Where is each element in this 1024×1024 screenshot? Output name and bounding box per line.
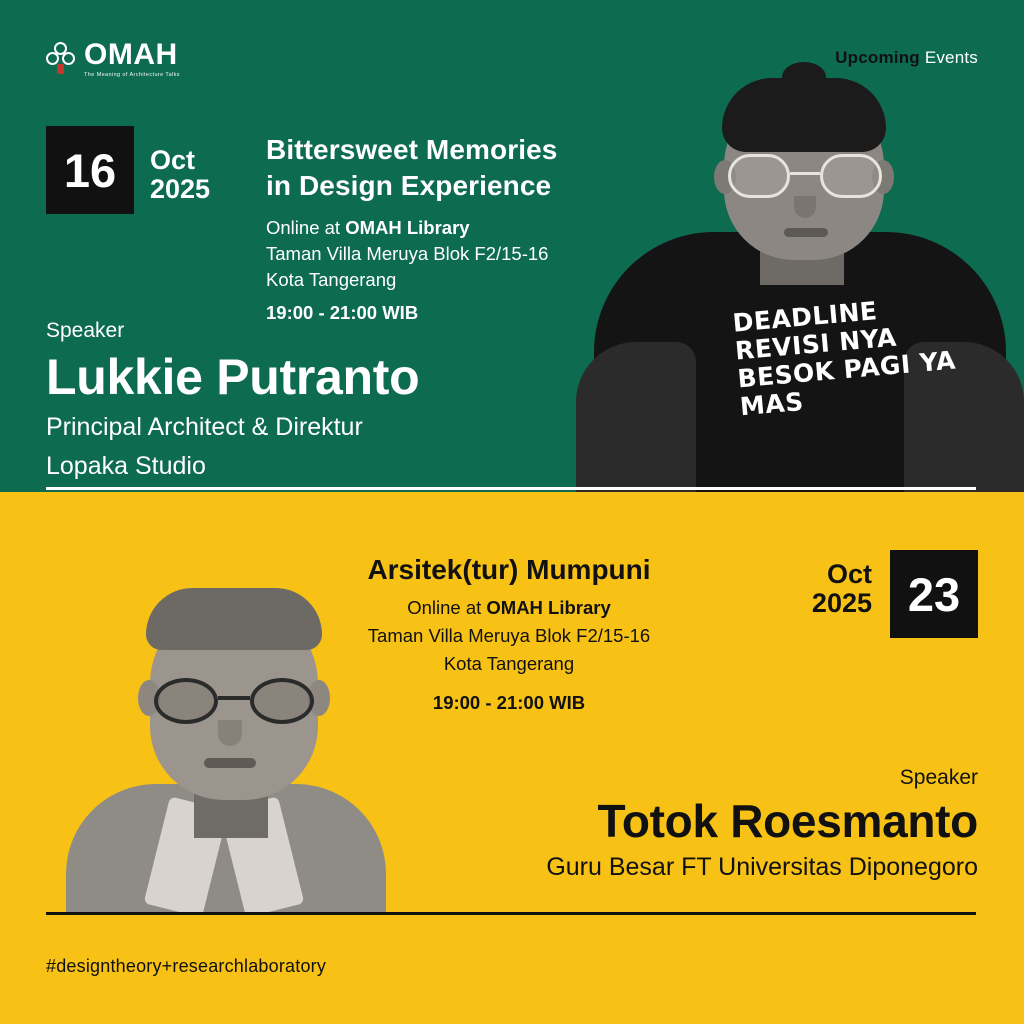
venue-prefix: Online at <box>407 597 487 618</box>
upcoming-word: Upcoming <box>835 48 920 67</box>
event-venue <box>274 596 744 621</box>
date-year: 2025 <box>150 174 211 205</box>
speaker-block-bottom <box>546 765 978 883</box>
three-circles-logo-icon <box>46 42 76 76</box>
date-month-year-top <box>150 146 210 204</box>
venue-name: OMAH Library <box>486 597 611 618</box>
date-month: Oct <box>150 145 196 175</box>
speaker-role-line2: Lopaka Studio <box>46 451 206 480</box>
tshirt-text: DEADLINE REVISI NYA BESOK PAGI YA MAS <box>731 296 957 422</box>
divider-top <box>46 487 976 490</box>
footer-hashtag: #designtheory+researchlaboratory <box>46 956 327 976</box>
event-details-top <box>266 132 666 324</box>
speaker-block-top <box>46 318 419 482</box>
event-title-line1: Bittersweet Memories <box>266 134 558 165</box>
event-time: 19:00 - 21:00 WIB <box>266 302 419 324</box>
event-details-bottom <box>274 552 744 714</box>
upcoming-events-label <box>835 48 978 68</box>
logo-tagline: The Meaning of Architecture Talks <box>84 72 180 78</box>
date-badge-23 <box>890 550 978 638</box>
speaker-role-line1: Principal Architect & Direktur <box>46 413 363 442</box>
speaker-role-line1: Guru Besar FT Universitas Diponegoro <box>546 852 978 881</box>
speaker-name: Lukkie Putranto <box>46 349 420 406</box>
speaker-label: Speaker <box>899 766 978 789</box>
venue-prefix: Online at <box>266 216 346 238</box>
event-address-line1: Taman Villa Meruya Blok F2/15-16 <box>266 242 549 264</box>
event-address-line1: Taman Villa Meruya Blok F2/15-16 <box>367 624 651 646</box>
event-address-line2: Kota Tangerang <box>266 269 397 291</box>
top-event-panel <box>0 0 1024 492</box>
divider-bottom <box>46 912 976 915</box>
event-time: 19:00 - 21:00 WIB <box>432 692 586 714</box>
speaker-label: Speaker <box>46 319 125 342</box>
event-venue <box>266 216 666 240</box>
speaker-name: Totok Roesmanto <box>597 795 978 848</box>
event-title-line2: in Design Experience <box>266 169 552 201</box>
events-word: Events <box>919 48 978 67</box>
venue-name: OMAH Library <box>345 216 470 238</box>
logo-wordmark: OMAH <box>84 38 178 71</box>
date-day: 16 <box>63 143 117 197</box>
event-address-line2: Kota Tangerang <box>443 652 575 674</box>
date-day: 23 <box>907 567 961 621</box>
event-title-line1: Arsitek(tur) Mumpuni <box>367 554 651 585</box>
glasses-icon <box>728 154 882 198</box>
date-badge-16 <box>46 126 134 214</box>
date-month-year-bottom <box>812 560 872 618</box>
omah-logo[interactable] <box>46 40 180 79</box>
date-month: Oct <box>826 559 872 589</box>
date-year: 2025 <box>811 588 872 619</box>
